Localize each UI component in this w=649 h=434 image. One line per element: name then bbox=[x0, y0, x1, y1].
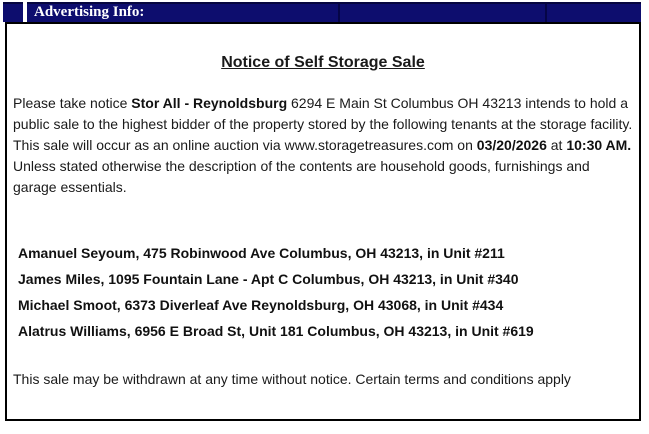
notice-footer: This sale may be withdrawn at any time without notice. Certain terms and conditions apply bbox=[13, 371, 571, 387]
header-row bbox=[3, 2, 641, 22]
header-label: Advertising Info: bbox=[34, 4, 145, 20]
paragraph-at-word: at bbox=[546, 137, 567, 153]
facility-name: Stor All - Reynoldsburg bbox=[131, 95, 288, 111]
header-left-cell bbox=[3, 2, 23, 22]
notice-document bbox=[5, 22, 641, 421]
paragraph-intro: Please take notice bbox=[13, 95, 132, 111]
paragraph-closing: Unless stated otherwise the description of the contents are household goods, furnishings and garage essentials. bbox=[13, 158, 590, 195]
tenant-line: Alatrus Williams, 6956 E Broad St, Unit 181 Columbus, OH 43213, in Unit #619 bbox=[18, 323, 534, 339]
tenant-line: Michael Smoot, 6373 Diverleaf Ave Reynoldsburg, OH 43068, in Unit #434 bbox=[18, 297, 504, 313]
sale-time: 10:30 AM. bbox=[566, 137, 632, 153]
tenant-line: Amanuel Seyoum, 475 Robinwood Ave Columbus, OH 43213, in Unit #211 bbox=[18, 245, 505, 261]
notice-title: Notice of Self Storage Sale bbox=[221, 54, 425, 71]
auction-url: www.storagetreasures.com bbox=[284, 137, 454, 153]
notice-paragraph bbox=[13, 93, 633, 198]
paragraph-on-word: on bbox=[453, 137, 477, 153]
header-bar bbox=[27, 2, 641, 22]
sale-date: 03/20/2026 bbox=[476, 137, 547, 153]
tenant-line: James Miles, 1095 Fountain Lane - Apt C Columbus, OH 43213, in Unit #340 bbox=[18, 271, 519, 287]
tenant-list bbox=[18, 240, 633, 344]
header-cell-divider bbox=[338, 4, 340, 22]
facility-address: 6294 E Main St Columbus OH 43213 intends to hold a public sale to the highest bidder of the property stored by the following tenants at the storage facility. This sale will occur as an online auction via bbox=[13, 95, 633, 153]
header-cell-divider bbox=[545, 4, 547, 22]
